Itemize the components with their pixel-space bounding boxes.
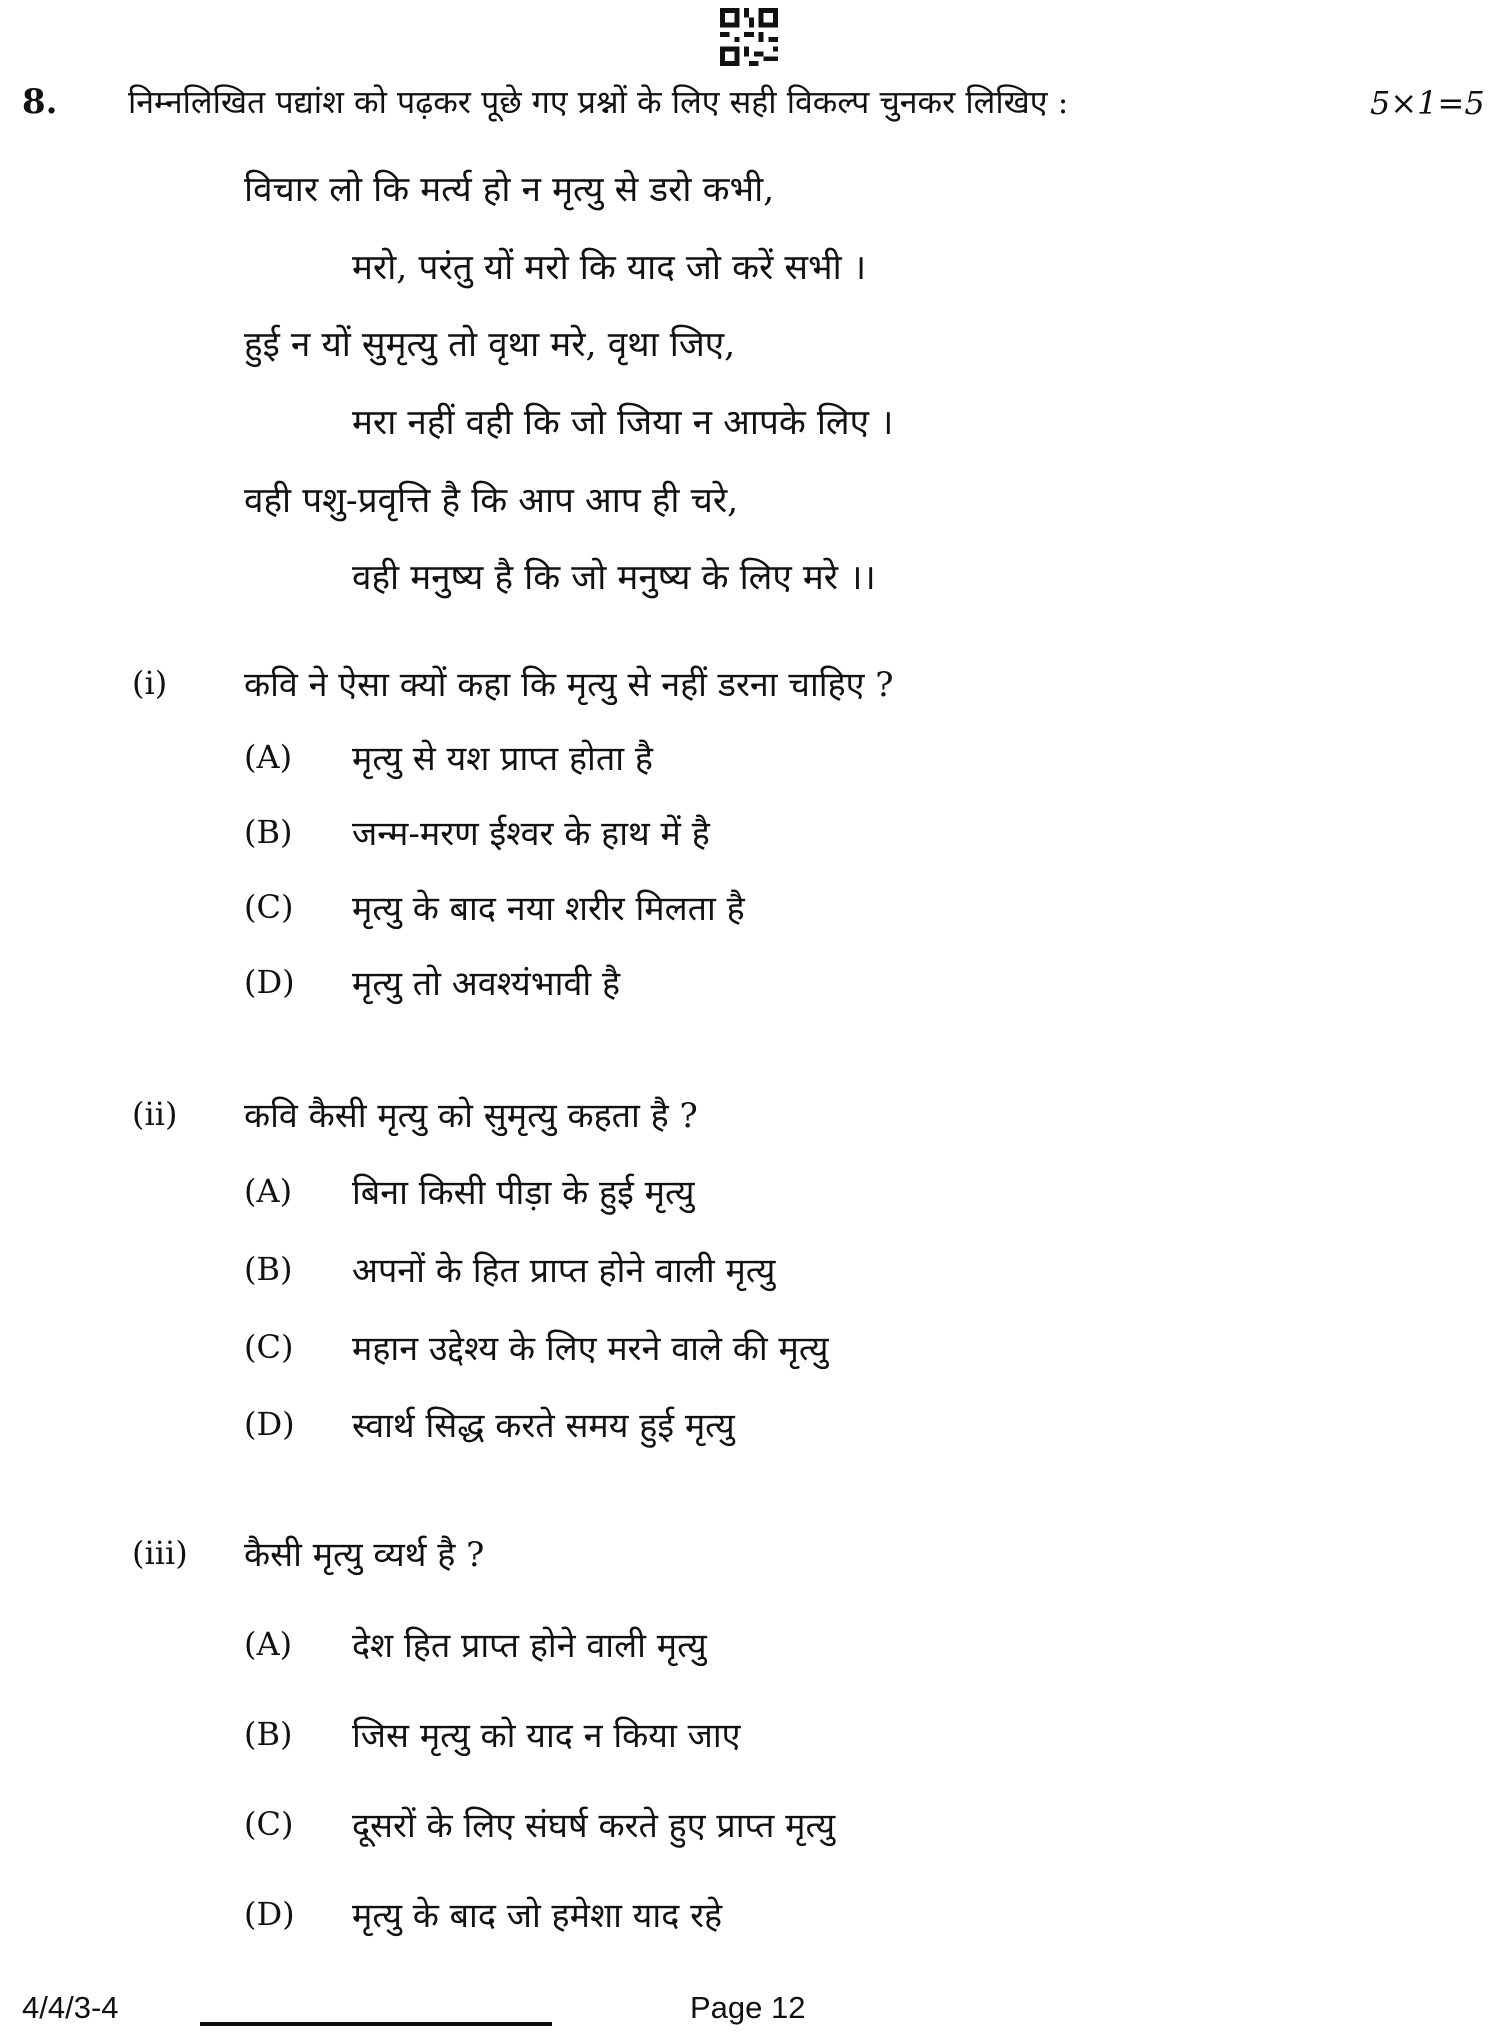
- poem-line-1: विचार लो कि मर्त्य हो न मृत्यु से डरो कभी,: [244, 170, 775, 210]
- option-label: (C): [244, 1805, 294, 1843]
- sub-question-text: कैसी मृत्यु व्यर्थ है ?: [244, 1535, 485, 1575]
- option-label: (D): [244, 1405, 295, 1443]
- page-number: Page 12: [690, 1990, 806, 2025]
- option-text: जन्म-मरण ईश्वर के हाथ में है: [352, 814, 710, 854]
- poem-line-4: मरा नहीं वही कि जो जिया न आपके लिए ।: [352, 403, 894, 443]
- poem-line-3: हुई न यों सुमृत्यु तो वृथा मरे, वृथा जिए,: [244, 325, 736, 365]
- sub-question-label: (ii): [132, 1095, 178, 1133]
- option-label: (C): [244, 1328, 294, 1366]
- sub-question-label: (i): [132, 664, 168, 702]
- option-label: (B): [244, 813, 293, 851]
- option-label: (A): [244, 1172, 293, 1210]
- question-instruction: निम्नलिखित पद्यांश को पढ़कर पूछे गए प्रश्नों के लिए सही विकल्प चुनकर लिखिए :: [128, 83, 1069, 121]
- option-label: (B): [244, 1250, 293, 1288]
- poem-line-6: वही मनुष्य है कि जो मनुष्य के लिए मरे ।।: [352, 558, 876, 598]
- option-text: स्वार्थ सिद्ध करते समय हुई मृत्यु: [352, 1406, 735, 1446]
- question-number: 8.: [22, 82, 58, 122]
- option-text: अपनों के हित प्राप्त होने वाली मृत्यु: [352, 1251, 776, 1291]
- option-text: महान उद्देश्य के लिए मरने वाले की मृत्यु: [352, 1329, 829, 1369]
- option-text: जिस मृत्यु को याद न किया जाए: [352, 1716, 741, 1756]
- option-text: मृत्यु तो अवश्यंभावी है: [352, 964, 621, 1004]
- sub-question-text: कवि कैसी मृत्यु को सुमृत्यु कहता है ?: [244, 1096, 698, 1136]
- option-label: (B): [244, 1715, 293, 1753]
- poem-line-2: मरो, परंतु यों मरो कि याद जो करें सभी ।: [352, 248, 867, 288]
- option-text: देश हित प्राप्त होने वाली मृत्यु: [352, 1626, 707, 1666]
- option-label: (C): [244, 888, 294, 926]
- sub-question-label: (iii): [132, 1534, 188, 1572]
- sub-question-text: कवि ने ऐसा क्यों कहा कि मृत्यु से नहीं डरना चाहिए ?: [244, 665, 894, 705]
- footer-divider: [200, 2022, 552, 2026]
- option-text: मृत्यु के बाद जो हमेशा याद रहे: [352, 1896, 723, 1936]
- poem-line-5: वही पशु-प्रवृत्ति है कि आप आप ही चरे,: [244, 481, 739, 521]
- option-text: मृत्यु के बाद नया शरीर मिलता है: [352, 889, 745, 929]
- option-label: (D): [244, 1895, 295, 1933]
- option-label: (D): [244, 963, 295, 1001]
- qr-code-icon: [719, 8, 779, 66]
- option-label: (A): [244, 1625, 293, 1663]
- option-text: मृत्यु से यश प्राप्त होता है: [352, 739, 653, 779]
- option-text: बिना किसी पीड़ा के हुई मृत्यु: [352, 1173, 695, 1213]
- question-marks: 5×1=5: [1370, 84, 1485, 122]
- option-label: (A): [244, 738, 293, 776]
- option-text: दूसरों के लिए संघर्ष करते हुए प्राप्त मृत्यु: [352, 1806, 836, 1846]
- paper-code: 4/4/3-4: [22, 1990, 119, 2025]
